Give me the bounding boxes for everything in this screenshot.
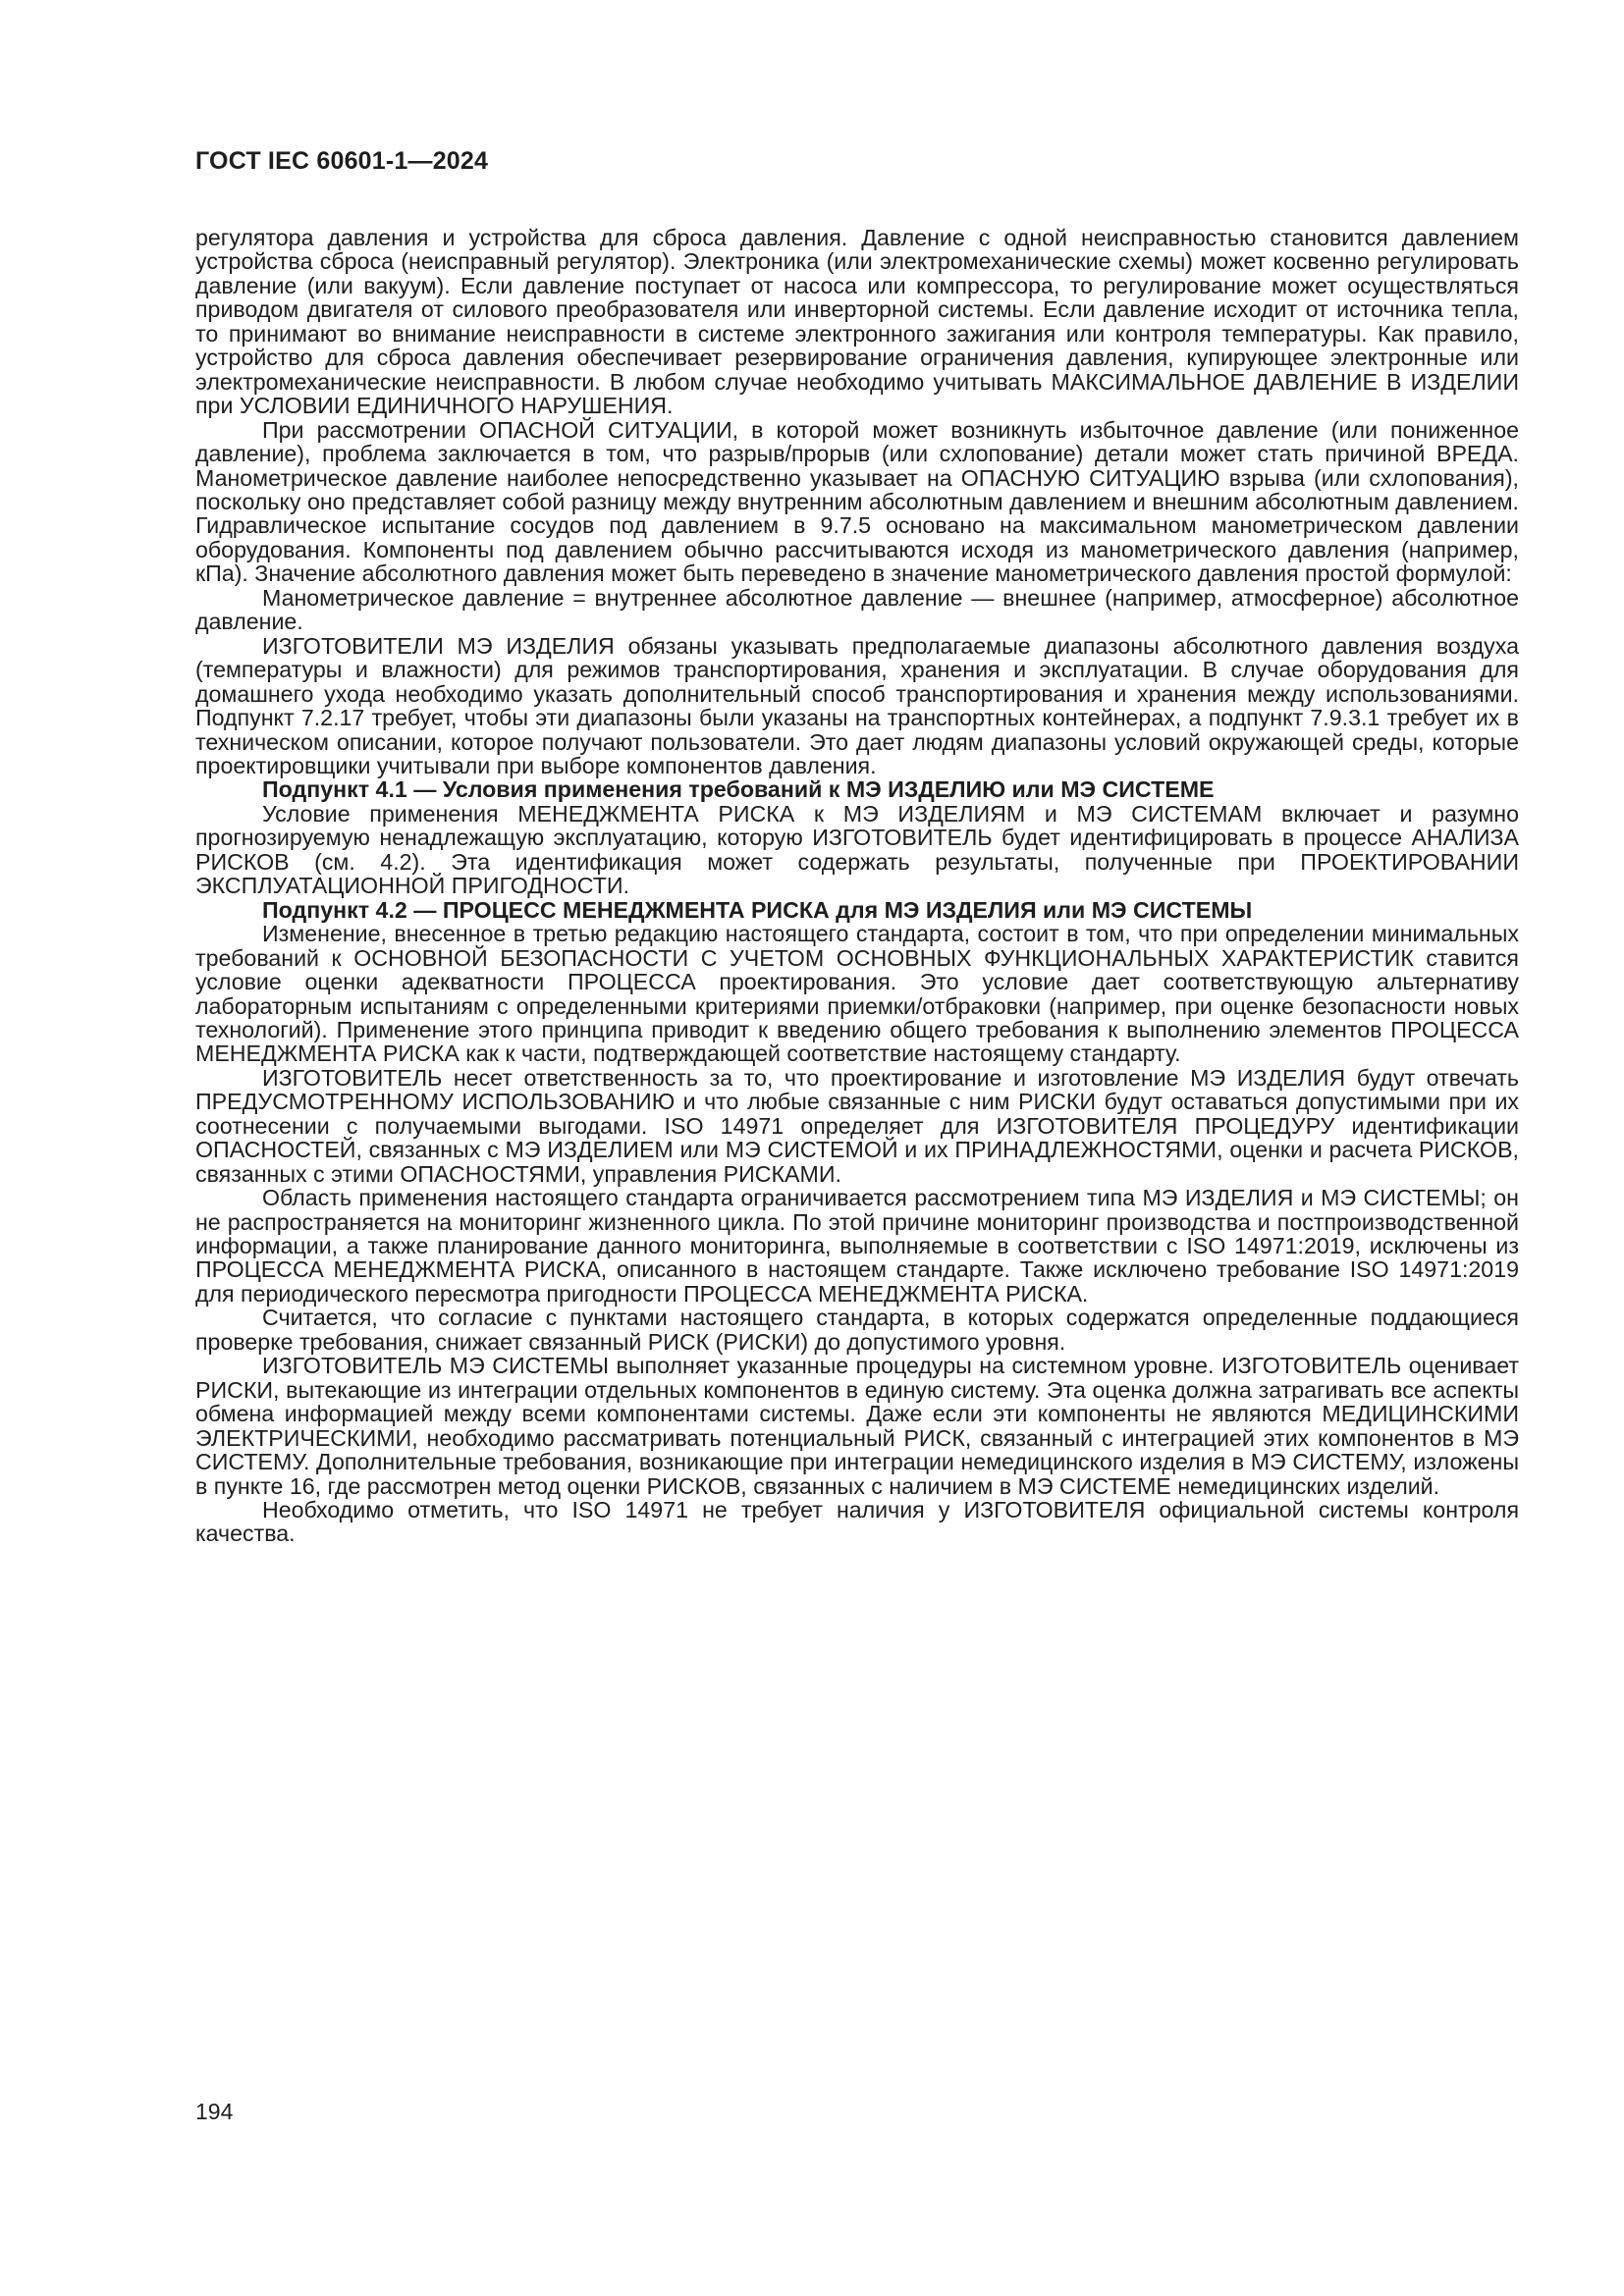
- subheading-4-2: Подпункт 4.2 — ПРОЦЕСС МЕНЕДЖМЕНТА РИСКА для МЭ ИЗДЕЛИЯ или МЭ СИСТЕМЫ: [262, 896, 1253, 923]
- paragraph-scope-limitation: Область применения настоящего стандарта ограничивается рассмотрением типа МЭ ИЗДЕЛИЯ и МЭ СИСТЕМЫ; он не распространяется на мониторинг жизненного цикла. По этой причине мониторинг производства и постпроизводственной информации, а также планирование данного мониторинга, выполняемые в соответствии с ISO 14971:2019, исключены из ПРОЦЕССА МЕНЕДЖМЕНТА РИСКА, описанного в настоящем стандарте. Также исключено требование ISO 14971:2019 для периодического пересмотра пригодности ПРОЦЕССА МЕНЕДЖМЕНТА РИСКА.: [195, 1185, 1519, 1307]
- paragraph-compliance-reduces-risk: Считается, что согласие с пунктами настоящего стандарта, в которых содержатся определенные поддающиеся проверке требования, снижает связанный РИСК (РИСКИ) до допустимого уровня.: [195, 1305, 1519, 1355]
- paragraph-risk-management-conditions: Условие применения МЕНЕДЖМЕНТА РИСКА к МЭ ИЗДЕЛИЯМ и МЭ СИСТЕМАМ включает и разумно прогнозируемую ненадлежащую эксплуатацию, которую ИЗГОТОВИТЕЛЬ будет идентифицировать в процессе АНАЛИЗА РИСКОВ (см. 4.2). Эта идентификация может содержать результаты, полученные при ПРОЕКТИРОВАНИИ ЭКСПЛУАТАЦИОННОЙ ПРИГОДНОСТИ.: [195, 800, 1519, 899]
- paragraph-manufacturer-responsibility: ИЗГОТОВИТЕЛЬ несет ответственность за то, что проектирование и изготовление МЭ ИЗДЕЛИЯ будут отвечать ПРЕДУСМОТРЕННОМУ ИСПОЛЬЗОВАНИЮ и что любые связанные с ним РИСКИ будут оставаться допустимыми при их соотнесении с получаемыми выгодами. ISO 14971 определяет для ИЗГОТОВИТЕЛЯ ПРОЦЕДУРУ идентификации ОПАСНОСТЕЙ, связанных с МЭ ИЗДЕЛИЕМ или МЭ СИСТЕМОЙ и их ПРИНАДЛЕЖНОСТЯМИ, оценки и расчета РИСКОВ, связанных с этими ОПАСНОСТЯМИ, управления РИСКАМИ.: [195, 1064, 1519, 1187]
- document-body: [195, 226, 1519, 1546]
- paragraph-pressure-regulator: регулятора давления и устройства для сброса давления. Давление с одной неисправностью становится давлением устройства сброса (неисправный регулятор). Электроника (или электромеханические схемы) может косвенно регулировать давление (или вакуум). Если давление поступает от насоса или компрессора, то регулирование может осуществляться приводом двигателя от силового преобразователя или инверторной системы. Если давление исходит от источника тепла, то принимают во внимание неисправности в системе электронного зажигания или контроля температуры. Как правило, устройство для сброса давления обеспечивает резервирование ограничения давления, купирующее электронные или электромеханические неисправности. В любом случае необходимо учитывать МАКСИМАЛЬНОЕ ДАВЛЕНИЕ В ИЗДЕЛИИ при УСЛОВИИ ЕДИНИЧНОГО НАРУШЕНИЯ.: [195, 225, 1519, 419]
- page-number: 194: [195, 2099, 234, 2124]
- paragraph-quality-system-note: Необходимо отметить, что ISO 14971 не требует наличия у ИЗГОТОВИТЕЛЯ официальной системы контроля качества.: [195, 1497, 1519, 1547]
- paragraph-gauge-pressure-formula: Манометрическое давление = внутреннее абсолютное давление — внешнее (например, атмосферное) абсолютное давление.: [195, 584, 1519, 635]
- subheading-4-1: Подпункт 4.1 — Условия применения требований к МЭ ИЗДЕЛИЮ или МЭ СИСТЕМЕ: [262, 776, 1215, 803]
- document-header: ГОСТ IEC 60601-1—2024: [195, 147, 489, 175]
- paragraph-third-edition-change: Изменение, внесенное в третью редакцию настоящего стандарта, состоит в том, что при определении минимальных требований к ОСНОВНОЙ БЕЗОПАСНОСТИ С УЧЕТОМ ОСНОВНЫХ ФУНКЦИОНАЛЬНЫХ ХАРАКТЕРИСТИК ставится условие оценки адекватности ПРОЦЕССА проектирования. Это условие дает соответствующую альтернативу лабораторным испытаниям с определенными критериями приемки/отбраковки (например, при оценке безопасности новых технологий). Применение этого принципа приводит к введению общего требования к выполнению элементов ПРОЦЕССА МЕНЕДЖМЕНТА РИСКА как к части, подтверждающей соответствие настоящему стандарту.: [195, 921, 1519, 1067]
- paragraph-manufacturer-pressure-ranges: ИЗГОТОВИТЕЛИ МЭ ИЗДЕЛИЯ обязаны указывать предполагаемые диапазоны абсолютного давления воздуха (температуры и влажности) для режимов транспортирования, хранения и эксплуатации. В случае оборудования для домашнего ухода необходимо указать дополнительный способ транспортирования и хранения между использованиями. Подпункт 7.2.17 требует, чтобы эти диапазоны были указаны на транспортных контейнерах, а подпункт 7.9.3.1 требует их в техническом описании, которое получают пользователи. Это дает людям диапазоны условий окружающей среды, которые проектировщики учитывали при выборе компонентов давления.: [195, 632, 1519, 778]
- paragraph-hazardous-situation: При рассмотрении ОПАСНОЙ СИТУАЦИИ, в которой может возникнуть избыточное давление (или пониженное давление), проблема заключается в том, что разрыв/прорыв (или схлопование) детали может стать причиной ВРЕДА. Манометрическое давление наиболее непосредственно указывает на ОПАСНУЮ СИТУАЦИЮ взрыва (или схлопования), поскольку оно представляет собой разницу между внутренним абсолютным давлением и внешним абсолютным давлением. Гидравлическое испытание сосудов под давлением в 9.7.5 основано на максимальном манометрическом давлении оборудования. Компоненты под давлением обычно рассчитываются исходя из манометрического давления (например, кПа). Значение абсолютного давления может быть переведено в значение манометрического давления простой формулой:: [195, 416, 1519, 587]
- paragraph-me-system-manufacturer: ИЗГОТОВИТЕЛЬ МЭ СИСТЕМЫ выполняет указанные процедуры на системном уровне. ИЗГОТОВИТЕЛЬ оценивает РИСКИ, вытекающие из интеграции отдельных компонентов в единую систему. Эта оценка должна затрагивать все аспекты обмена информацией между всеми компонентами системы. Даже если эти компоненты не являются МЕДИЦИНСКИМИ ЭЛЕКТРИЧЕСКИМИ, необходимо рассматривать потенциальный РИСК, связанный с интеграцией этих компонентов в МЭ СИСТЕМУ. Дополнительные требования, возникающие при интеграции немедицинского изделия в МЭ СИСТЕМУ, изложены в пункте 16, где рассмотрен метод оценки РИСКОВ, связанных с наличием в МЭ СИСТЕМЕ немедицинских изделий.: [195, 1353, 1519, 1499]
